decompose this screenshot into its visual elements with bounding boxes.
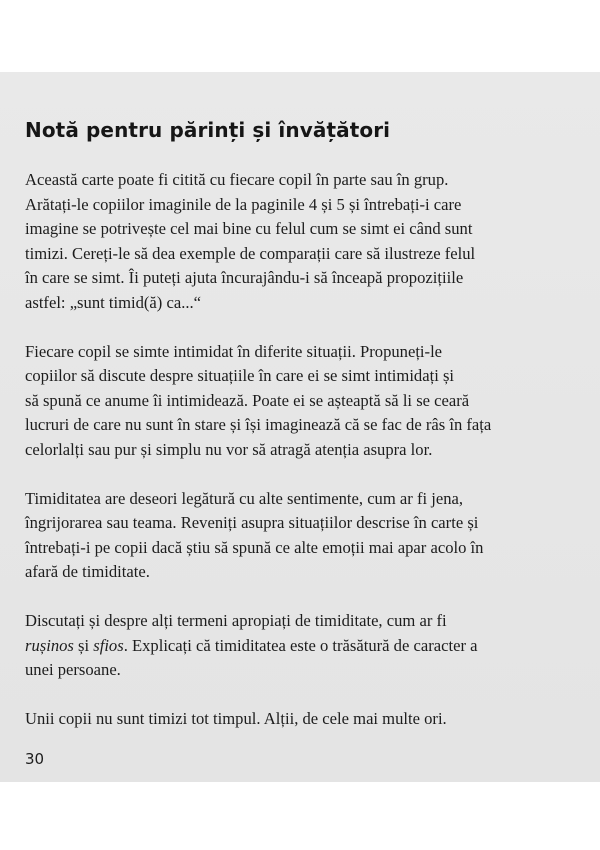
text-line: Fiecare copil se simte intimidat în diferite situații. Propuneți-le bbox=[25, 341, 443, 361]
page-title: Notă pentru părinți și învățători bbox=[25, 118, 391, 142]
text-line: Unii copii nu sunt timizi tot timpul. Alții, de cele mai multe ori. bbox=[25, 709, 447, 728]
text-line: timizi. Cereți-le să dea exemple de comparații care să ilustreze felul bbox=[25, 243, 476, 263]
italic-term: sfios bbox=[93, 635, 124, 655]
text-line: Timiditatea are deseori legătură cu alte sentimente, cum ar fi jena, bbox=[25, 488, 464, 508]
paragraph-1 bbox=[25, 168, 545, 315]
book-page bbox=[0, 72, 600, 782]
italic-term: rușinos bbox=[25, 635, 74, 655]
page-number: 30 bbox=[25, 750, 45, 768]
body-text bbox=[25, 168, 545, 756]
text-line: îngrijorarea sau teama. Reveniți asupra situațiilor descrise în carte și bbox=[25, 513, 479, 532]
text-line: unei persoane. bbox=[25, 660, 121, 679]
text-line: Arătați-le copiilor imaginile de la paginile 4 și 5 și întrebați-i care bbox=[25, 194, 462, 214]
paragraph-4 bbox=[25, 609, 545, 683]
text-line-with-terms bbox=[25, 634, 545, 659]
text-line: astfel: „sunt timid(ă) ca...“ bbox=[25, 292, 202, 312]
text-line: în care se simt. Îi puteți ajuta încurajându-i să înceapă propozițiile bbox=[25, 268, 464, 287]
text-line: să spună ce anume îi intimidează. Poate ei se așteaptă să li se ceară bbox=[25, 390, 470, 410]
text-line: celorlalți sau pur și simplu nu vor să atragă atenția asupra lor. bbox=[25, 439, 433, 459]
conjunction: și bbox=[73, 635, 94, 655]
text-line: Această carte poate fi citită cu fiecare copil în parte sau în grup. bbox=[25, 170, 449, 189]
paragraph-2 bbox=[25, 340, 545, 463]
text-line: lucruri de care nu sunt în stare și își imaginează că se fac de râs în fața bbox=[25, 415, 492, 434]
text-line: afară de timiditate. bbox=[25, 562, 150, 581]
text-line: întrebați-i pe copii dacă știu să spună ce alte emoții mai apar acolo în bbox=[25, 537, 484, 557]
paragraph-5 bbox=[25, 707, 545, 732]
line-rest: . Explicați că timiditatea este o trăsătură de caracter a bbox=[123, 635, 478, 655]
text-line: imagine se potrivește cel mai bine cu felul cum se simt ei când sunt bbox=[25, 219, 473, 238]
text-line: Discutați și despre alți termeni apropiați de timiditate, cum ar fi bbox=[25, 611, 447, 630]
text-line: copiilor să discute despre situațiile în care ei se simt intimidați și bbox=[25, 366, 455, 385]
paragraph-3 bbox=[25, 487, 545, 585]
